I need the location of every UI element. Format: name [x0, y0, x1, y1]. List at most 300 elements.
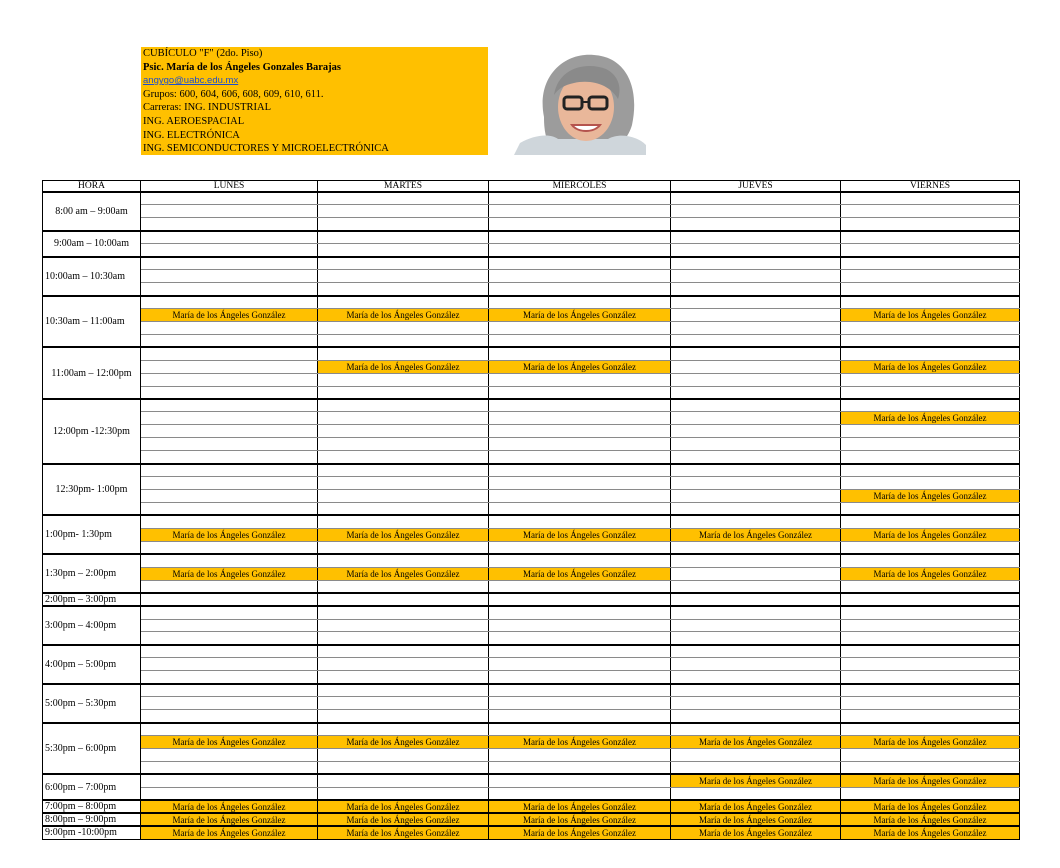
empty-cell: [318, 451, 489, 464]
schedule-row: [43, 490, 1020, 503]
empty-cell: [489, 438, 671, 451]
empty-cell: [489, 658, 671, 671]
empty-cell: [841, 399, 1020, 412]
empty-cell: [671, 296, 841, 309]
appointment-cell: María de los Ángeles González: [489, 735, 671, 748]
empty-cell: [671, 373, 841, 386]
empty-cell: [489, 723, 671, 736]
appointment-cell: María de los Ángeles González: [141, 813, 318, 826]
schedule-row: [43, 373, 1020, 386]
empty-cell: [141, 373, 318, 386]
schedule-row: [43, 257, 1020, 270]
time-slot-label: 12:30pm- 1:00pm: [43, 464, 141, 516]
empty-cell: [841, 283, 1020, 296]
schedule-row: [43, 645, 1020, 658]
empty-cell: [841, 748, 1020, 761]
schedule-row: [43, 748, 1020, 761]
empty-cell: [318, 399, 489, 412]
schedule-row: [43, 787, 1020, 800]
empty-cell: [841, 464, 1020, 477]
empty-cell: [489, 464, 671, 477]
empty-cell: [671, 684, 841, 697]
empty-cell: [318, 231, 489, 244]
appointment-cell: María de los Ángeles González: [318, 567, 489, 580]
empty-cell: [489, 503, 671, 516]
empty-cell: [318, 684, 489, 697]
schedule-row: [43, 774, 1020, 787]
appointment-cell: María de los Ángeles González: [141, 308, 318, 321]
appointment-cell: María de los Ángeles González: [671, 774, 841, 787]
empty-cell: [141, 451, 318, 464]
schedule-row: [43, 205, 1020, 218]
empty-cell: [141, 231, 318, 244]
empty-cell: [141, 787, 318, 800]
email-link[interactable]: angygo@uabc.edu.mx: [143, 75, 239, 87]
appointment-cell: María de los Ángeles González: [671, 826, 841, 839]
empty-cell: [318, 697, 489, 710]
column-header-hora: HORA: [43, 181, 141, 193]
time-slot-label: 10:00am – 10:30am: [43, 257, 141, 296]
empty-cell: [671, 515, 841, 528]
empty-cell: [841, 671, 1020, 684]
empty-cell: [141, 270, 318, 283]
empty-cell: [489, 593, 671, 606]
appointment-cell: María de los Ángeles González: [318, 528, 489, 541]
time-slot-label: 4:00pm – 5:00pm: [43, 645, 141, 684]
empty-cell: [318, 205, 489, 218]
empty-cell: [318, 490, 489, 503]
appointment-cell: María de los Ángeles González: [489, 360, 671, 373]
schedule-row: [43, 386, 1020, 399]
time-slot-label: 6:00pm – 7:00pm: [43, 774, 141, 800]
schedule-row: [43, 477, 1020, 490]
empty-cell: [671, 671, 841, 684]
empty-cell: [841, 451, 1020, 464]
groups-text: Grupos: 600, 604, 606, 608, 609, 610, 611.: [143, 88, 324, 100]
empty-cell: [671, 619, 841, 632]
empty-cell: [489, 270, 671, 283]
time-slot-label: 7:00pm – 8:00pm: [43, 800, 141, 813]
empty-cell: [318, 257, 489, 270]
empty-cell: [318, 296, 489, 309]
schedule-row: [43, 658, 1020, 671]
schedule-row: [43, 593, 1020, 606]
empty-cell: [489, 373, 671, 386]
empty-cell: [489, 334, 671, 347]
empty-cell: [141, 671, 318, 684]
empty-cell: [671, 218, 841, 231]
empty-cell: [141, 399, 318, 412]
schedule-row: [43, 554, 1020, 567]
empty-cell: [671, 399, 841, 412]
empty-cell: [671, 710, 841, 723]
empty-cell: [489, 425, 671, 438]
schedule-row: [43, 347, 1020, 360]
schedule-row: [43, 438, 1020, 451]
empty-cell: [318, 619, 489, 632]
time-slot-label: 12:00pm -12:30pm: [43, 399, 141, 464]
empty-cell: [841, 477, 1020, 490]
empty-cell: [671, 593, 841, 606]
schedule-row: [43, 580, 1020, 593]
schedule-row: [43, 503, 1020, 516]
empty-cell: [489, 218, 671, 231]
time-slot-label: 1:00pm- 1:30pm: [43, 515, 141, 554]
empty-cell: [841, 723, 1020, 736]
empty-cell: [841, 593, 1020, 606]
column-header-jueves: JUEVES: [671, 181, 841, 193]
empty-cell: [141, 218, 318, 231]
empty-cell: [671, 257, 841, 270]
appointment-cell: María de los Ángeles González: [318, 735, 489, 748]
empty-cell: [841, 710, 1020, 723]
empty-cell: [318, 774, 489, 787]
empty-cell: [141, 554, 318, 567]
empty-cell: [141, 477, 318, 490]
schedule-row: [43, 231, 1020, 244]
empty-cell: [318, 412, 489, 425]
empty-cell: [841, 192, 1020, 205]
time-slot-label: 2:00pm – 3:00pm: [43, 593, 141, 606]
empty-cell: [489, 347, 671, 360]
schedule-row: [43, 399, 1020, 412]
empty-cell: [489, 451, 671, 464]
empty-cell: [489, 205, 671, 218]
schedule-row: [43, 244, 1020, 257]
schedule-row: [43, 826, 1020, 839]
empty-cell: [318, 425, 489, 438]
empty-cell: [141, 192, 318, 205]
empty-cell: [489, 697, 671, 710]
empty-cell: [489, 645, 671, 658]
schedule-row: [43, 218, 1020, 231]
empty-cell: [318, 477, 489, 490]
empty-cell: [318, 386, 489, 399]
empty-cell: [671, 412, 841, 425]
schedule-row: [43, 800, 1020, 813]
empty-cell: [141, 257, 318, 270]
empty-cell: [671, 787, 841, 800]
schedule-row: [43, 308, 1020, 321]
empty-cell: [671, 231, 841, 244]
appointment-cell: María de los Ángeles González: [141, 528, 318, 541]
empty-cell: [671, 580, 841, 593]
empty-cell: [671, 645, 841, 658]
schedule-row: [43, 619, 1020, 632]
empty-cell: [489, 296, 671, 309]
empty-cell: [489, 710, 671, 723]
empty-cell: [141, 632, 318, 645]
schedule-row: [43, 464, 1020, 477]
appointment-cell: María de los Ángeles González: [489, 800, 671, 813]
empty-cell: [841, 244, 1020, 257]
empty-cell: [671, 490, 841, 503]
empty-cell: [489, 399, 671, 412]
empty-cell: [841, 425, 1020, 438]
empty-cell: [841, 373, 1020, 386]
empty-cell: [141, 205, 318, 218]
empty-cell: [141, 296, 318, 309]
schedule-row: [43, 412, 1020, 425]
empty-cell: [489, 192, 671, 205]
column-header-miercoles: MIERCOLES: [489, 181, 671, 193]
empty-cell: [141, 360, 318, 373]
empty-cell: [671, 205, 841, 218]
empty-cell: [141, 645, 318, 658]
empty-cell: [489, 684, 671, 697]
empty-cell: [489, 244, 671, 257]
empty-cell: [318, 658, 489, 671]
appointment-cell: María de los Ángeles González: [318, 800, 489, 813]
empty-cell: [841, 606, 1020, 619]
empty-cell: [489, 257, 671, 270]
empty-cell: [141, 684, 318, 697]
empty-cell: [141, 386, 318, 399]
empty-cell: [318, 438, 489, 451]
empty-cell: [318, 192, 489, 205]
empty-cell: [841, 231, 1020, 244]
empty-cell: [318, 321, 489, 334]
appointment-cell: María de los Ángeles González: [841, 412, 1020, 425]
empty-cell: [141, 774, 318, 787]
empty-cell: [141, 334, 318, 347]
empty-cell: [671, 567, 841, 580]
empty-cell: [141, 244, 318, 257]
empty-cell: [841, 438, 1020, 451]
empty-cell: [489, 748, 671, 761]
time-slot-label: 1:30pm – 2:00pm: [43, 554, 141, 593]
empty-cell: [489, 321, 671, 334]
empty-cell: [671, 697, 841, 710]
empty-cell: [141, 723, 318, 736]
empty-cell: [141, 619, 318, 632]
empty-cell: [318, 580, 489, 593]
empty-cell: [671, 464, 841, 477]
appointment-cell: María de los Ángeles González: [141, 735, 318, 748]
appointment-cell: María de los Ángeles González: [841, 800, 1020, 813]
empty-cell: [489, 671, 671, 684]
empty-cell: [671, 723, 841, 736]
schedule-row: [43, 192, 1020, 205]
schedule-row: [43, 360, 1020, 373]
empty-cell: [318, 464, 489, 477]
empty-cell: [318, 218, 489, 231]
column-header-martes: MARTES: [318, 181, 489, 193]
empty-cell: [141, 321, 318, 334]
appointment-cell: María de los Ángeles González: [841, 490, 1020, 503]
empty-cell: [318, 606, 489, 619]
empty-cell: [489, 477, 671, 490]
appointment-cell: María de los Ángeles González: [489, 826, 671, 839]
empty-cell: [671, 658, 841, 671]
empty-cell: [489, 787, 671, 800]
empty-cell: [318, 541, 489, 554]
empty-cell: [671, 761, 841, 774]
time-slot-label: 11:00am – 12:00pm: [43, 347, 141, 399]
empty-cell: [489, 774, 671, 787]
empty-cell: [489, 490, 671, 503]
empty-cell: [318, 503, 489, 516]
time-slot-label: 10:30am – 11:00am: [43, 296, 141, 348]
appointment-cell: María de los Ángeles González: [671, 813, 841, 826]
empty-cell: [318, 334, 489, 347]
empty-cell: [671, 386, 841, 399]
empty-cell: [318, 748, 489, 761]
appointment-cell: María de los Ángeles González: [841, 774, 1020, 787]
empty-cell: [671, 347, 841, 360]
empty-cell: [841, 554, 1020, 567]
empty-cell: [841, 218, 1020, 231]
appointment-cell: María de los Ángeles González: [841, 567, 1020, 580]
empty-cell: [841, 257, 1020, 270]
schedule-row: [43, 813, 1020, 826]
schedule-row: [43, 528, 1020, 541]
empty-cell: [671, 244, 841, 257]
empty-cell: [489, 761, 671, 774]
schedule-row: [43, 425, 1020, 438]
empty-cell: [318, 645, 489, 658]
empty-cell: [671, 360, 841, 373]
empty-cell: [841, 658, 1020, 671]
time-slot-label: 8:00pm – 9:00pm: [43, 813, 141, 826]
empty-cell: [841, 334, 1020, 347]
empty-cell: [489, 386, 671, 399]
empty-cell: [489, 412, 671, 425]
appointment-cell: María de los Ángeles González: [841, 308, 1020, 321]
empty-cell: [671, 503, 841, 516]
empty-cell: [489, 606, 671, 619]
empty-cell: [841, 270, 1020, 283]
empty-cell: [671, 192, 841, 205]
empty-cell: [141, 464, 318, 477]
empty-cell: [318, 347, 489, 360]
empty-cell: [318, 283, 489, 296]
schedule-row: [43, 684, 1020, 697]
empty-cell: [141, 438, 318, 451]
career-electronics: ING. ELECTRÓNICA: [143, 129, 240, 141]
empty-cell: [841, 645, 1020, 658]
empty-cell: [141, 658, 318, 671]
empty-cell: [671, 632, 841, 645]
schedule-row: [43, 541, 1020, 554]
empty-cell: [489, 554, 671, 567]
empty-cell: [671, 283, 841, 296]
schedule-row: [43, 321, 1020, 334]
empty-cell: [318, 710, 489, 723]
column-header-viernes: VIERNES: [841, 181, 1020, 193]
appointment-cell: María de los Ángeles González: [489, 308, 671, 321]
professor-info-box: [141, 47, 488, 155]
empty-cell: [489, 541, 671, 554]
empty-cell: [141, 697, 318, 710]
column-header-lunes: LUNES: [141, 181, 318, 193]
empty-cell: [141, 710, 318, 723]
empty-cell: [141, 580, 318, 593]
appointment-cell: María de los Ángeles González: [318, 826, 489, 839]
time-slot-label: 9:00am – 10:00am: [43, 231, 141, 257]
careers-text: Carreras: ING. INDUSTRIAL: [143, 102, 272, 114]
empty-cell: [841, 541, 1020, 554]
empty-cell: [841, 347, 1020, 360]
empty-cell: [841, 580, 1020, 593]
empty-cell: [841, 697, 1020, 710]
empty-cell: [841, 632, 1020, 645]
time-slot-label: 5:00pm – 5:30pm: [43, 684, 141, 723]
empty-cell: [489, 632, 671, 645]
empty-cell: [489, 283, 671, 296]
appointment-cell: María de los Ángeles González: [841, 528, 1020, 541]
schedule-row: [43, 334, 1020, 347]
appointment-cell: María de los Ángeles González: [318, 360, 489, 373]
empty-cell: [141, 412, 318, 425]
schedule-row: [43, 735, 1020, 748]
time-slot-label: 5:30pm – 6:00pm: [43, 723, 141, 775]
empty-cell: [671, 748, 841, 761]
empty-cell: [141, 515, 318, 528]
empty-cell: [318, 554, 489, 567]
schedule-row: [43, 451, 1020, 464]
empty-cell: [489, 231, 671, 244]
empty-cell: [141, 541, 318, 554]
empty-cell: [489, 580, 671, 593]
empty-cell: [841, 787, 1020, 800]
empty-cell: [671, 606, 841, 619]
appointment-cell: María de los Ángeles González: [318, 813, 489, 826]
empty-cell: [841, 321, 1020, 334]
empty-cell: [671, 321, 841, 334]
empty-cell: [671, 334, 841, 347]
empty-cell: [841, 386, 1020, 399]
schedule-row: [43, 697, 1020, 710]
schedule-row: [43, 723, 1020, 736]
office-location: CUBÍCULO "F" (2do. Piso): [143, 48, 263, 59]
schedule-table: [42, 180, 1020, 840]
schedule-row: [43, 710, 1020, 723]
empty-cell: [841, 503, 1020, 516]
empty-cell: [841, 684, 1020, 697]
appointment-cell: María de los Ángeles González: [841, 735, 1020, 748]
appointment-cell: María de los Ángeles González: [141, 826, 318, 839]
appointment-cell: María de los Ángeles González: [841, 826, 1020, 839]
empty-cell: [671, 554, 841, 567]
empty-cell: [841, 515, 1020, 528]
appointment-cell: María de los Ángeles González: [671, 735, 841, 748]
empty-cell: [318, 593, 489, 606]
empty-cell: [318, 761, 489, 774]
schedule-row: [43, 567, 1020, 580]
empty-cell: [671, 477, 841, 490]
empty-cell: [318, 723, 489, 736]
appointment-cell: María de los Ángeles González: [489, 528, 671, 541]
appointment-cell: María de los Ángeles González: [841, 813, 1020, 826]
appointment-cell: María de los Ángeles González: [141, 567, 318, 580]
empty-cell: [141, 283, 318, 296]
career-semiconductors: ING. SEMICONDUCTORES Y MICROELECTRÓNICA: [143, 143, 389, 155]
appointment-cell: María de los Ángeles González: [671, 800, 841, 813]
empty-cell: [141, 490, 318, 503]
empty-cell: [318, 373, 489, 386]
empty-cell: [841, 205, 1020, 218]
empty-cell: [141, 593, 318, 606]
empty-cell: [489, 619, 671, 632]
empty-cell: [318, 632, 489, 645]
empty-cell: [671, 541, 841, 554]
appointment-cell: María de los Ángeles González: [841, 360, 1020, 373]
empty-cell: [318, 671, 489, 684]
empty-cell: [318, 270, 489, 283]
appointment-cell: María de los Ángeles González: [141, 800, 318, 813]
schedule-row: [43, 270, 1020, 283]
